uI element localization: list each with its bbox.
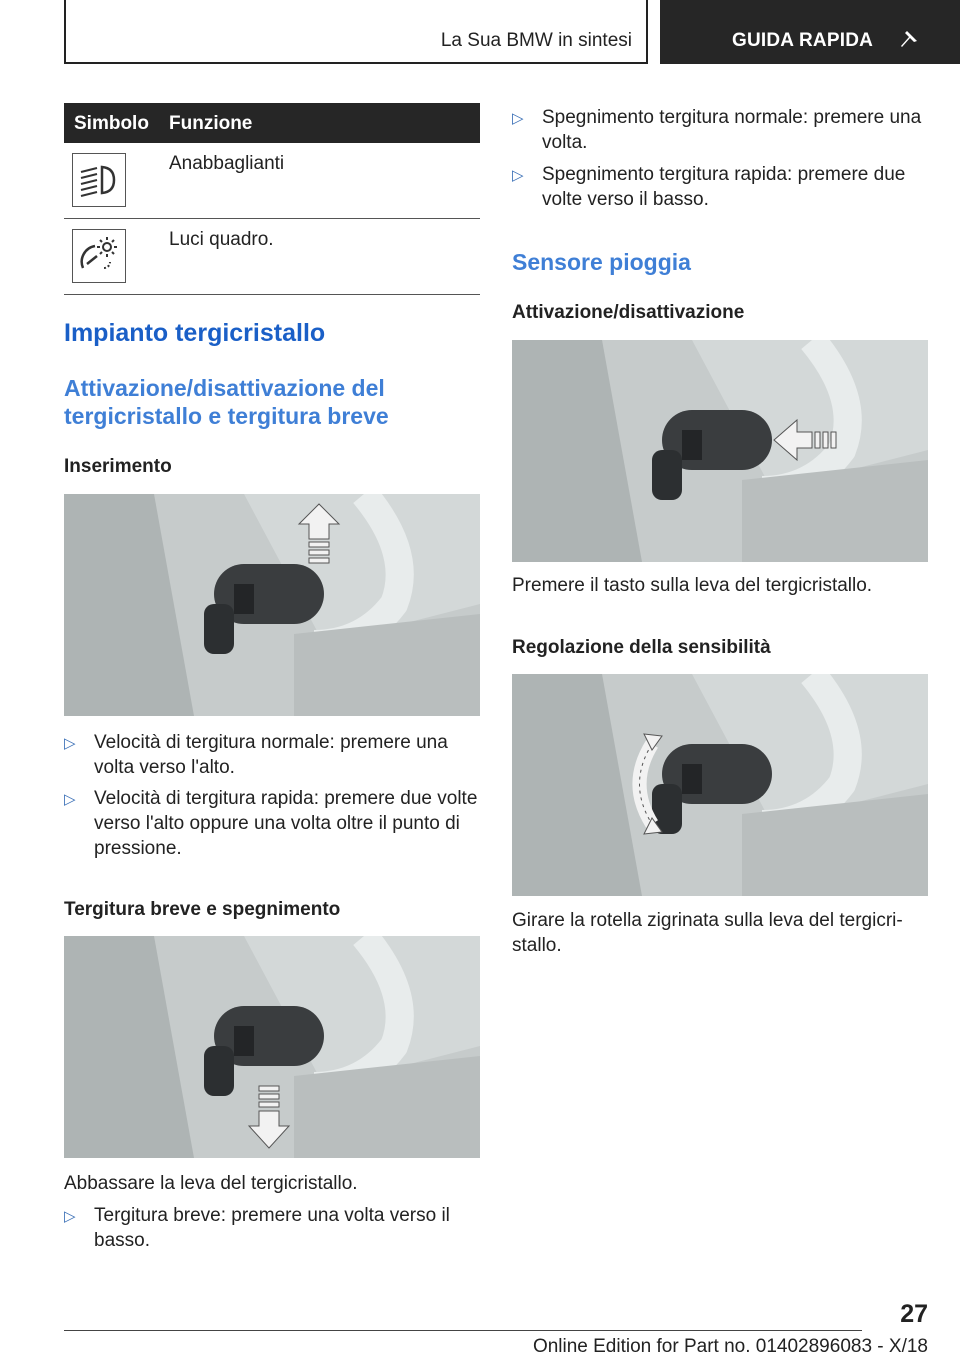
wiper-stalk-up-illustration [64,494,480,716]
dashboard-lighting-icon [72,229,126,283]
attivazione-heading: Attivazione/disattivazione [512,302,745,323]
table-row [64,143,480,218]
rain-sensor-title: Sensore pioggia [512,249,691,275]
knurled-wheel-illustration [512,674,928,896]
bullet-triangle-icon: ▷ [64,1208,76,1225]
caption-press-button: Premere il tasto sulla leva del tergicristallo. [512,575,873,596]
bullet-text: Velocità di tergitura rapida: premere due volte verso l'alto oppure una volta oltre il punto di pressione. [94,788,478,859]
list-item [64,786,480,864]
caption-knurled-wheel: Girare la rotella zigrinata sulla leva del tergicri- stallo. [512,910,903,956]
bullet-triangle-icon: ▷ [512,167,524,184]
footer-divider [64,1330,862,1331]
page-number: 27 [900,1300,928,1328]
bullet-text: Tergitura breve: premere una volta verso il basso. [94,1205,450,1251]
tergitura-heading: Tergitura breve e spegnimento [64,899,341,920]
low-beam-icon [72,153,126,207]
footer-edition: Online Edition for Part no. 01402896083 - X/18 [532,1336,928,1357]
bullet-text: Velocità di tergitura normale: premere una volta verso l'alto. [94,732,448,778]
header-section-title: La Sua BMW in sintesi [440,30,632,51]
symbol-table [64,103,480,295]
bullet-text: Spegnimento tergitura rapida: premere due volte verso il basso. [542,164,906,210]
inserimento-heading: Inserimento [64,456,172,477]
caption-lower-stalk: Abbassare la leva del tergicristallo. [64,1173,358,1194]
list-item [512,105,928,157]
wiper-subtitle-line2: tergicristallo e tergitura breve [64,403,389,429]
header-chapter-box [660,0,960,64]
header-chapter-title: GUIDA RAPIDA [732,30,874,51]
function-label: Anabbaglianti [169,153,285,174]
rain-sensor-button-illustration [512,340,928,562]
list-item [512,162,928,214]
wiper-subtitle [64,374,389,430]
wiper-subtitle-line1: Attivazione/disattivazione del [64,375,385,401]
bullet-text: Spegnimento tergitura normale: premere una volta. [542,107,922,153]
bullet-triangle-icon: ▷ [64,791,76,808]
list-item [64,730,480,782]
col-function-header: Funzione [169,113,253,134]
bullet-triangle-icon: ▷ [512,110,524,127]
table-divider [64,294,480,295]
header-section-box [64,0,648,64]
pin-icon [898,28,920,55]
wiper-title: Impianto tergicristallo [64,319,326,347]
regolazione-heading: Regolazione della sensibilità [512,637,771,658]
list-item [64,1203,480,1255]
col-symbol-header: Simbolo [74,113,149,134]
table-row [64,219,480,294]
bullet-triangle-icon: ▷ [64,735,76,752]
table-header [64,103,480,143]
function-label: Luci quadro. [169,229,274,250]
wiper-stalk-down-illustration [64,936,480,1158]
